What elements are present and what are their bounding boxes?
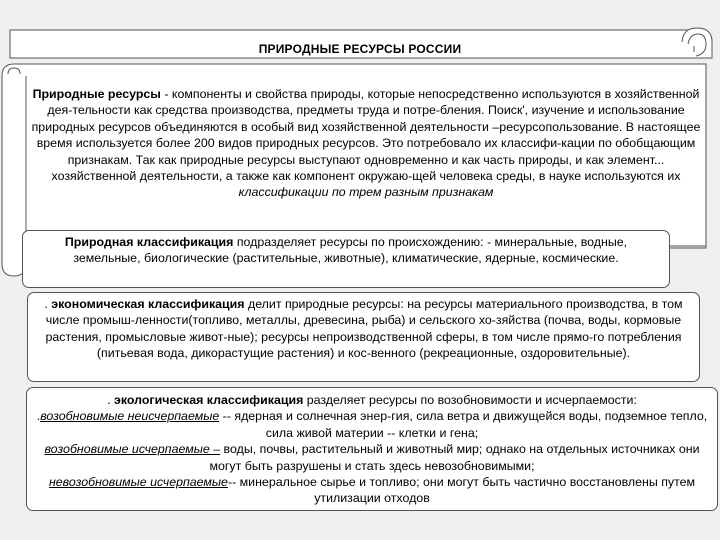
natural-classification-box [22, 230, 670, 288]
ecological-classification-box [26, 387, 718, 511]
intro-paragraph [30, 86, 702, 201]
natural-text: подразделяет ресурсы по происхождению: - минеральные, водные, земельные, биологические (растительные, животные), климатические, ядерные, космические. [73, 235, 628, 266]
economic-classification-box [27, 292, 700, 382]
term-renewable-exhaustible: возобновимые исчерпаемые – [44, 442, 221, 457]
intro-tail: классификации по трем разным признакам [238, 185, 494, 200]
natural-lead: Природная классификация [64, 235, 234, 249]
ecological-text2: -- ядерная и солнечная энер-гия, сила ветра и движущейся воды, подземное тепло, сила живой материи -- клетки и гена; [219, 409, 708, 440]
ecological-lead: экологическая классификация [114, 393, 304, 407]
intro-lead: Природные ресурсы [32, 87, 161, 101]
ecological-line2-prefix: . [36, 409, 41, 424]
ecological-text3: воды, почвы, растительный и животный мир; однако на отдельных источниках они могут быть разрушены и стать здесь невозобновимыми; [209, 442, 700, 473]
ecological-text4: -- минеральное сырье и топливо; они могут быть частично восстановлены путем утилизации отходов [227, 475, 696, 506]
intro-text: - компоненты и свойства природы, которые непосредственно используются в хозяйственной дея-тельности как средства производства, предметы труда и потре-бления. Поиск', изучение и использование природных ресурсов объединяются в особый вид хозяйственной деятельности –ресурсопользование. В настоящее время используется более 200 видов природных ресурсов. Это потребовало их классифи-кации по обобщающим признакам. Так как природные ресурсы выступают одновременно и как часть природы, и как элемент... хозяйственной деятельности, а также как компонент окружаю-щей человека среды, в науке используются их [31, 87, 701, 184]
economic-lead: экономическая классификация [51, 297, 245, 311]
economic-prefix: . [44, 297, 52, 311]
ecological-text: разделяет ресурсы по возобновимости и исчерпаемости: [303, 393, 637, 407]
ecological-prefix: . [107, 393, 114, 407]
term-renewable-inexhaustible: возобновимые неисчерпаемые [40, 409, 220, 424]
term-nonrenewable-exhaustible: невозобновимые исчерпаемые [48, 475, 228, 490]
page-title: ПРИРОДНЫЕ РЕСУРСЫ РОССИИ [258, 42, 462, 56]
economic-text: делит природные ресурсы: на ресурсы материального производства, в том числе промыш-ленности(топливо, металлы, древесина, рыба) и сельского хо-зяйства (почва, воды, кормовые растения, промысловые живот-ные); ресурсы непроизводственной сферы, в том числе прямо-го потребления (питьевая вода, дикорастущие растения) и кос-венного (рекреационные, оздоровительные). [45, 297, 683, 361]
